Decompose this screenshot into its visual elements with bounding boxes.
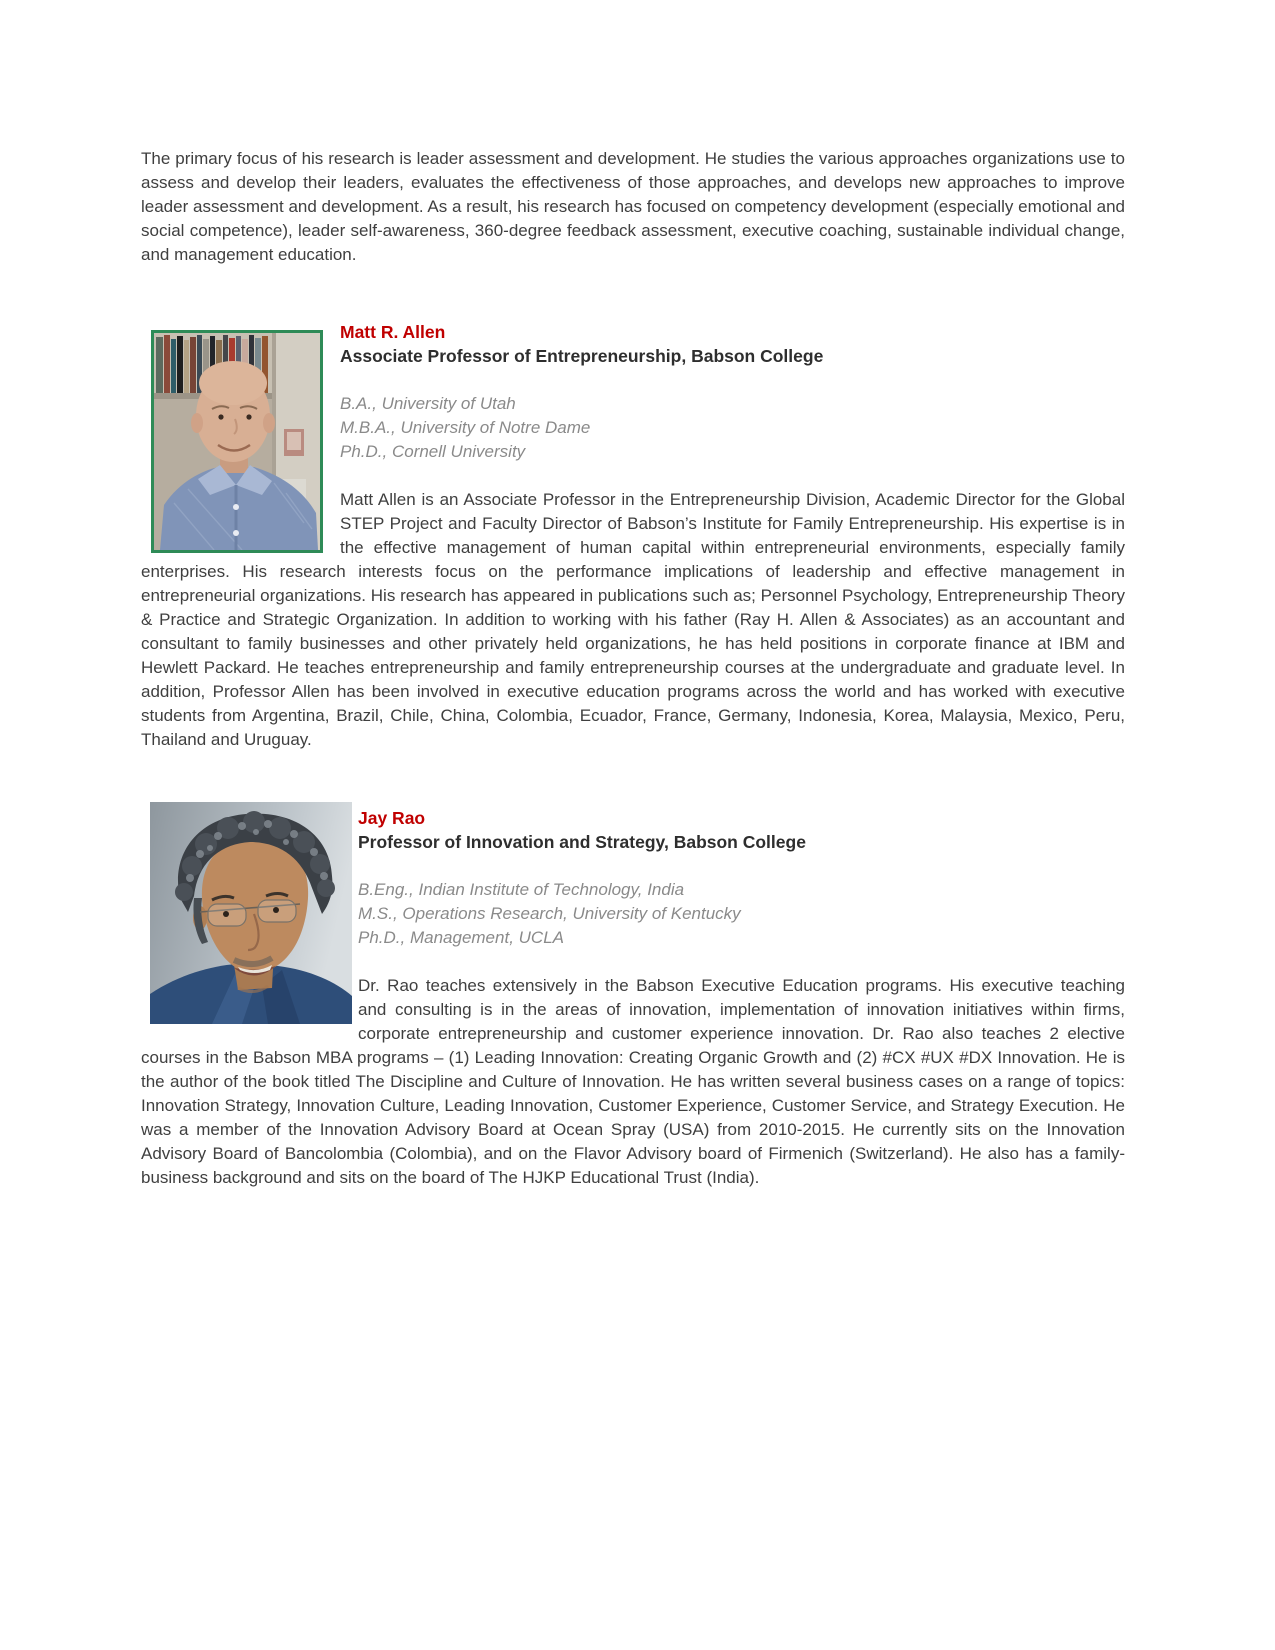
- degree-matt-3: Ph.D., Cornell University: [340, 442, 526, 461]
- profile-role-jay-rao: Professor of Innovation and Strategy, Babson College: [358, 832, 806, 852]
- bio-jay-rao: Dr. Rao teaches extensively in the Babson Executive Education programs. His executive teaching and consulting is in the areas of innovation, implementation of innovation initiatives within firms, corporate entrepreneurship and customer experience innovation. Dr. Rao also teaches 2 elective courses in the Babson MBA programs – (1) Leading Innovation: Creating Organic Growth and (2) #CX #UX #DX Innovation. He is the author of the book titled The Discipline and Culture of Innovation. He has written several business cases on a range of topics: Innovation Strategy, Innovation Culture, Leading Innovation, Customer Experience, Customer Service, and Strategy Execution. He was a member of the Innovation Advisory Board at Ocean Spray (USA) from 2010-2015. He currently sits on the Innovation Advisory Board of Bancolombia (Colombia), and on the Flavor Advisory board of Firmenich (Switzerland). He also has a family-business background and sits on the board of The HJKP Educational Trust (India).: [141, 976, 1125, 1187]
- degree-jay-1: B.Eng., Indian Institute of Technology, India: [358, 880, 685, 899]
- profile-name-jay-rao: Jay Rao: [358, 808, 426, 828]
- jay-rao-photo: [150, 802, 352, 1024]
- matt-allen-portrait-illustration: [154, 333, 320, 550]
- jay-rao-portrait-illustration: [150, 802, 352, 1024]
- matt-allen-photo: [151, 330, 323, 553]
- document-page: [141, 147, 1125, 1244]
- degree-jay-2: M.S., Operations Research, University of Kentucky: [358, 904, 741, 923]
- degree-matt-2: M.B.A., University of Notre Dame: [340, 418, 591, 437]
- degree-jay-3: Ph.D., Management, UCLA: [358, 928, 564, 947]
- degree-matt-1: B.A., University of Utah: [340, 394, 516, 413]
- bio-matt-allen: Matt Allen is an Associate Professor in the Entrepreneurship Division, Academic Director for the Global STEP Project and Faculty Director of Babson’s Institute for Family Entrepreneurship. His expertise is in the effective management of human capital within entrepreneurial environments, especially family enterprises. His research interests focus on the performance implications of leadership and effective management in entrepreneurial organizations. His research has appeared in publications such as; Personnel Psychology, Entrepreneurship Theory & Practice and Strategic Organization. In addition to working with his father (Ray H. Allen & Associates) as an accountant and consultant to family businesses and other privately held organizations, he has held positions in corporate finance at IBM and Hewlett Packard. He teaches entrepreneurship and family entrepreneurship courses at the undergraduate and graduate level. In addition, Professor Allen has been involved in executive education programs across the world and has worked with executive students from Argentina, Brazil, Chile, China, Colombia, Ecuador, France, Germany, Indonesia, Korea, Malaysia, Mexico, Peru, Thailand and Uruguay.: [141, 490, 1125, 749]
- intro-paragraph: The primary focus of his research is leader assessment and development. He studies the various approaches organizations use to assess and develop their leaders, evaluates the effectiveness of those approaches, and develops new approaches to improve leader assessment and development. As a result, his research has focused on competency development (especially emotional and social competence), leader self-awareness, 360-degree feedback assessment, executive coaching, sustainable individual change, and management education.: [141, 149, 1125, 264]
- profile-role-matt-allen: Associate Professor of Entrepreneurship, Babson College: [340, 346, 824, 366]
- profile-section-jay-rao: [141, 806, 1125, 1190]
- profile-section-matt-allen: [141, 320, 1125, 752]
- profile-name-matt-allen: Matt R. Allen: [340, 322, 446, 342]
